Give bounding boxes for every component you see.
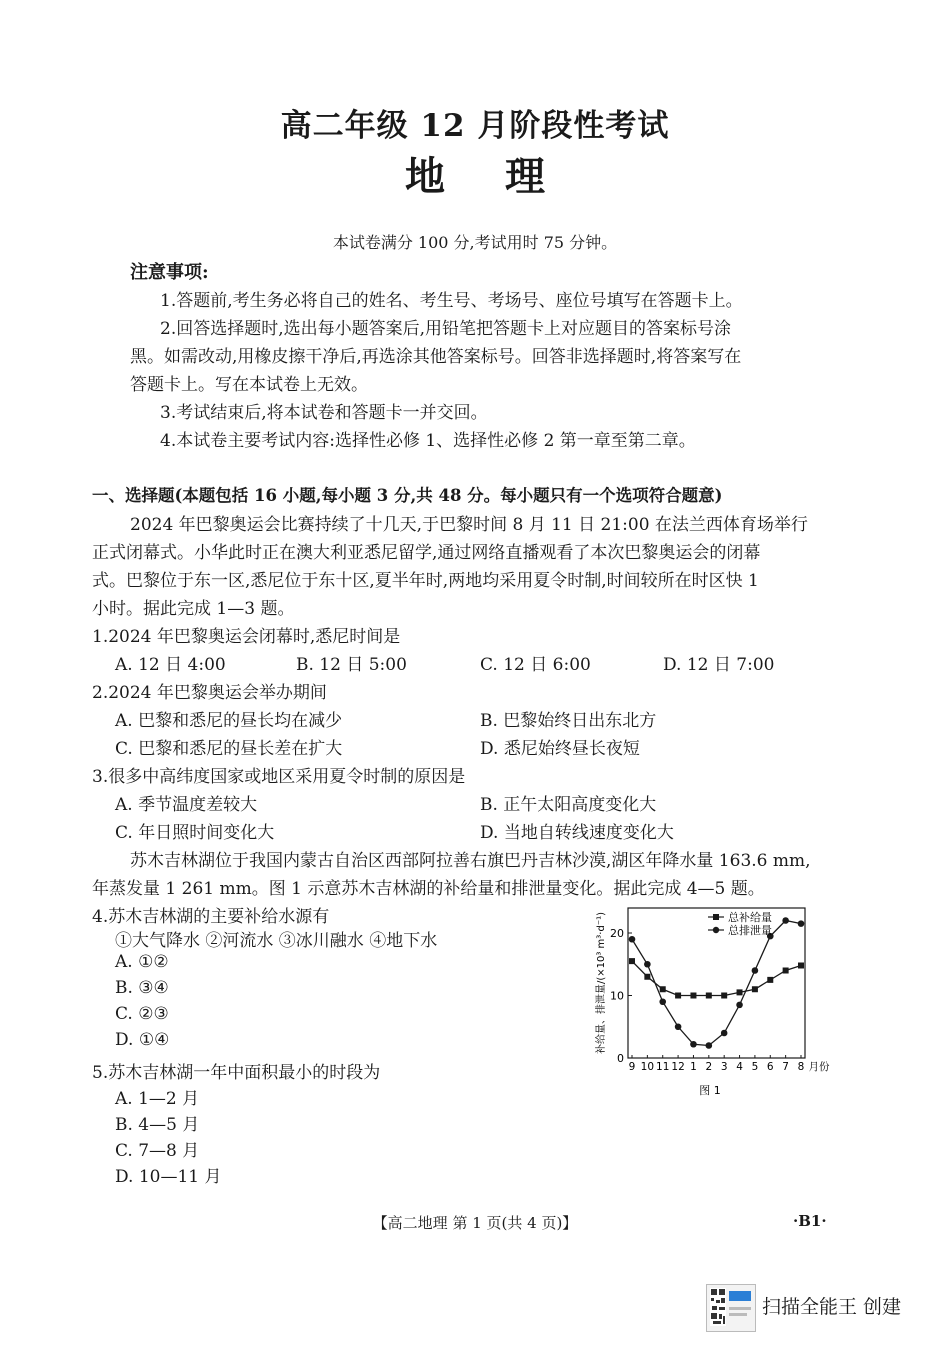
x-axis-label: 月份 <box>808 1061 830 1073</box>
question-5-option-b: B. 4—5 月 <box>115 1115 200 1135</box>
data-point-square <box>660 986 666 992</box>
notice-line: 1.答题前,考生务必将自己的姓名、考生号、考场号、座位号填写在答题卡上。 <box>160 291 743 311</box>
x-tick-label: 4 <box>736 1061 743 1073</box>
notice-line: 答题卡上。写在本试卷上无效。 <box>130 375 368 395</box>
x-tick-label: 11 <box>656 1061 670 1073</box>
passage-line: 苏木吉林湖位于我国内蒙古自治区西部阿拉善右旗巴丹吉林沙漠,湖区年降水量 163.6 mm, <box>130 851 811 871</box>
x-tick-label: 6 <box>766 1061 774 1073</box>
question-3-stem: 3.很多中高纬度国家或地区采用夏令时制的原因是 <box>92 767 466 787</box>
question-4-option-d: D. ①④ <box>115 1030 170 1050</box>
question-1-option-d: D. 12 日 7:00 <box>663 655 775 675</box>
x-tick-label: 1 <box>690 1061 697 1073</box>
x-tick-label: 7 <box>782 1061 789 1073</box>
section-heading: 一、选择题(本题包括 16 小题,每小题 3 分,共 48 分。每小题只有一个选项符合题意) <box>92 486 723 505</box>
x-tick-label: 5 <box>751 1061 759 1073</box>
data-point-square <box>752 986 758 992</box>
question-1-option-c: C. 12 日 6:00 <box>480 655 591 675</box>
series-line-1 <box>632 961 801 995</box>
passage-line: 2024 年巴黎奥运会比赛持续了十几天,于巴黎时间 8 月 11 日 21:00 在法兰西体育场举行 <box>130 515 808 535</box>
data-point-square <box>644 974 650 980</box>
x-tick-label: 12 <box>671 1061 685 1073</box>
brand-logo-mark <box>729 1291 751 1301</box>
data-point-square <box>675 993 681 999</box>
page-code: ·B1· <box>793 1212 827 1230</box>
question-4-option-a: A. ①② <box>115 952 169 972</box>
notice-line: 4.本试卷主要考试内容:选择性必修 1、选择性必修 2 第一章至第二章。 <box>160 431 696 451</box>
question-2-option-b: B. 巴黎始终日出东北方 <box>480 711 657 731</box>
data-point-square <box>629 958 635 964</box>
x-tick-label: 9 <box>628 1061 636 1073</box>
x-tick-label: 10 <box>640 1061 655 1073</box>
question-4-choices: ①大气降水 ②河流水 ③冰川融水 ④地下水 <box>115 931 438 951</box>
data-point-square <box>737 989 743 995</box>
figure-1-chart <box>590 900 840 1100</box>
passage-line: 式。巴黎位于东一区,悉尼位于东十区,夏半年时,两地均采用夏令时制,时间较所在时区快 1 <box>92 571 759 591</box>
question-5-stem: 5.苏木吉林湖一年中面积最小的时段为 <box>92 1063 381 1083</box>
legend-label: 总排泄量 <box>728 924 772 937</box>
data-point-circle <box>675 1023 682 1030</box>
data-point-circle <box>752 967 759 974</box>
question-5-option-d: D. 10—11 月 <box>115 1167 222 1187</box>
question-4-stem: 4.苏木吉林湖的主要补给水源有 <box>92 907 330 927</box>
question-3-option-b: B. 正午太阳高度变化大 <box>480 795 657 815</box>
y-tick-label: 10 <box>610 989 624 1003</box>
qr-code-icon <box>710 1288 726 1326</box>
question-1-option-a: A. 12 日 4:00 <box>115 655 226 675</box>
data-point-circle <box>690 1041 697 1048</box>
exam-info: 本试卷满分 100 分,考试用时 75 分钟。 <box>332 233 618 252</box>
notice-line: 2.回答选择题时,选出每小题答案后,用铅笔把答题卡上对应题目的答案标号涂 <box>160 319 732 339</box>
question-1-stem: 1.2024 年巴黎奥运会闭幕时,悉尼时间是 <box>92 627 401 647</box>
data-point-circle <box>721 1030 728 1037</box>
x-tick-label: 8 <box>797 1061 805 1073</box>
series-line-2 <box>632 921 801 1046</box>
data-point-circle <box>629 936 636 943</box>
data-point-circle <box>644 961 651 968</box>
exam-title: 高二年级 12 月阶段性考试 <box>280 108 670 144</box>
data-point-square <box>798 963 804 969</box>
legend-marker-circle <box>713 927 719 933</box>
logo-line <box>729 1307 751 1310</box>
data-point-circle <box>736 1002 743 1009</box>
question-2-stem: 2.2024 年巴黎奥运会举办期间 <box>92 683 327 703</box>
question-3-option-c: C. 年日照时间变化大 <box>115 823 275 843</box>
question-2-option-d: D. 悉尼始终昼长夜短 <box>480 739 640 759</box>
subject-title: 地理 <box>405 153 605 200</box>
scanner-watermark-logo <box>706 1284 756 1332</box>
question-2-option-c: C. 巴黎和悉尼的昼长差在扩大 <box>115 739 343 759</box>
chart-legend <box>708 910 772 937</box>
data-point-circle <box>659 998 666 1005</box>
chart-title: 图 1 <box>699 1084 721 1097</box>
passage-line: 年蒸发量 1 261 mm。图 1 示意苏木吉林湖的补给量和排泄量变化。据此完成 4—5 题。 <box>92 879 765 899</box>
y-tick-label: 20 <box>610 927 624 940</box>
notice-line: 黑。如需改动,用橡皮擦干净后,再选涂其他答案标号。回答非选择题时,将答案写在 <box>130 347 742 367</box>
data-point-square <box>690 993 696 999</box>
notice-line: 3.考试结束后,将本试卷和答题卡一并交回。 <box>160 403 488 423</box>
data-point-circle <box>782 917 789 924</box>
question-3-option-d: D. 当地自转线速度变化大 <box>480 823 674 843</box>
data-point-circle <box>798 920 805 927</box>
data-point-square <box>767 977 773 983</box>
scanner-watermark-text: 扫描全能王 创建 <box>762 1296 902 1318</box>
legend-marker-square <box>713 914 719 920</box>
question-2-option-a: A. 巴黎和悉尼的昼长均在减少 <box>115 711 343 731</box>
question-4-option-c: C. ②③ <box>115 1004 169 1024</box>
notice-heading: 注意事项: <box>130 262 209 283</box>
chart-series <box>629 917 805 1049</box>
data-point-square <box>721 993 727 999</box>
question-5-option-a: A. 1—2 月 <box>115 1089 200 1109</box>
logo-line <box>729 1313 747 1316</box>
x-tick-label: 2 <box>705 1061 713 1073</box>
question-5-option-c: C. 7—8 月 <box>115 1141 200 1161</box>
data-point-square <box>706 993 712 999</box>
chart-axes <box>594 908 830 1073</box>
data-point-circle <box>706 1042 713 1049</box>
question-4-option-b: B. ③④ <box>115 978 169 998</box>
question-1-option-b: B. 12 日 5:00 <box>296 655 407 675</box>
data-point-square <box>783 968 789 974</box>
legend-label: 总补给量 <box>728 911 772 924</box>
y-tick-label: 0 <box>617 1052 624 1065</box>
passage-line: 正式闭幕式。小华此时正在澳大利亚悉尼留学,通过网络直播观看了本次巴黎奥运会的闭幕 <box>92 543 761 563</box>
page-footer-label: 【高二地理 第 1 页(共 4 页)】 <box>372 1214 578 1232</box>
y-axis-label: 补给量、排泄量/(×10³ m³·d⁻¹) <box>596 911 607 1055</box>
x-tick-label: 3 <box>720 1061 728 1073</box>
passage-line: 小时。据此完成 1—3 题。 <box>92 599 295 619</box>
question-3-option-a: A. 季节温度差较大 <box>115 795 258 815</box>
